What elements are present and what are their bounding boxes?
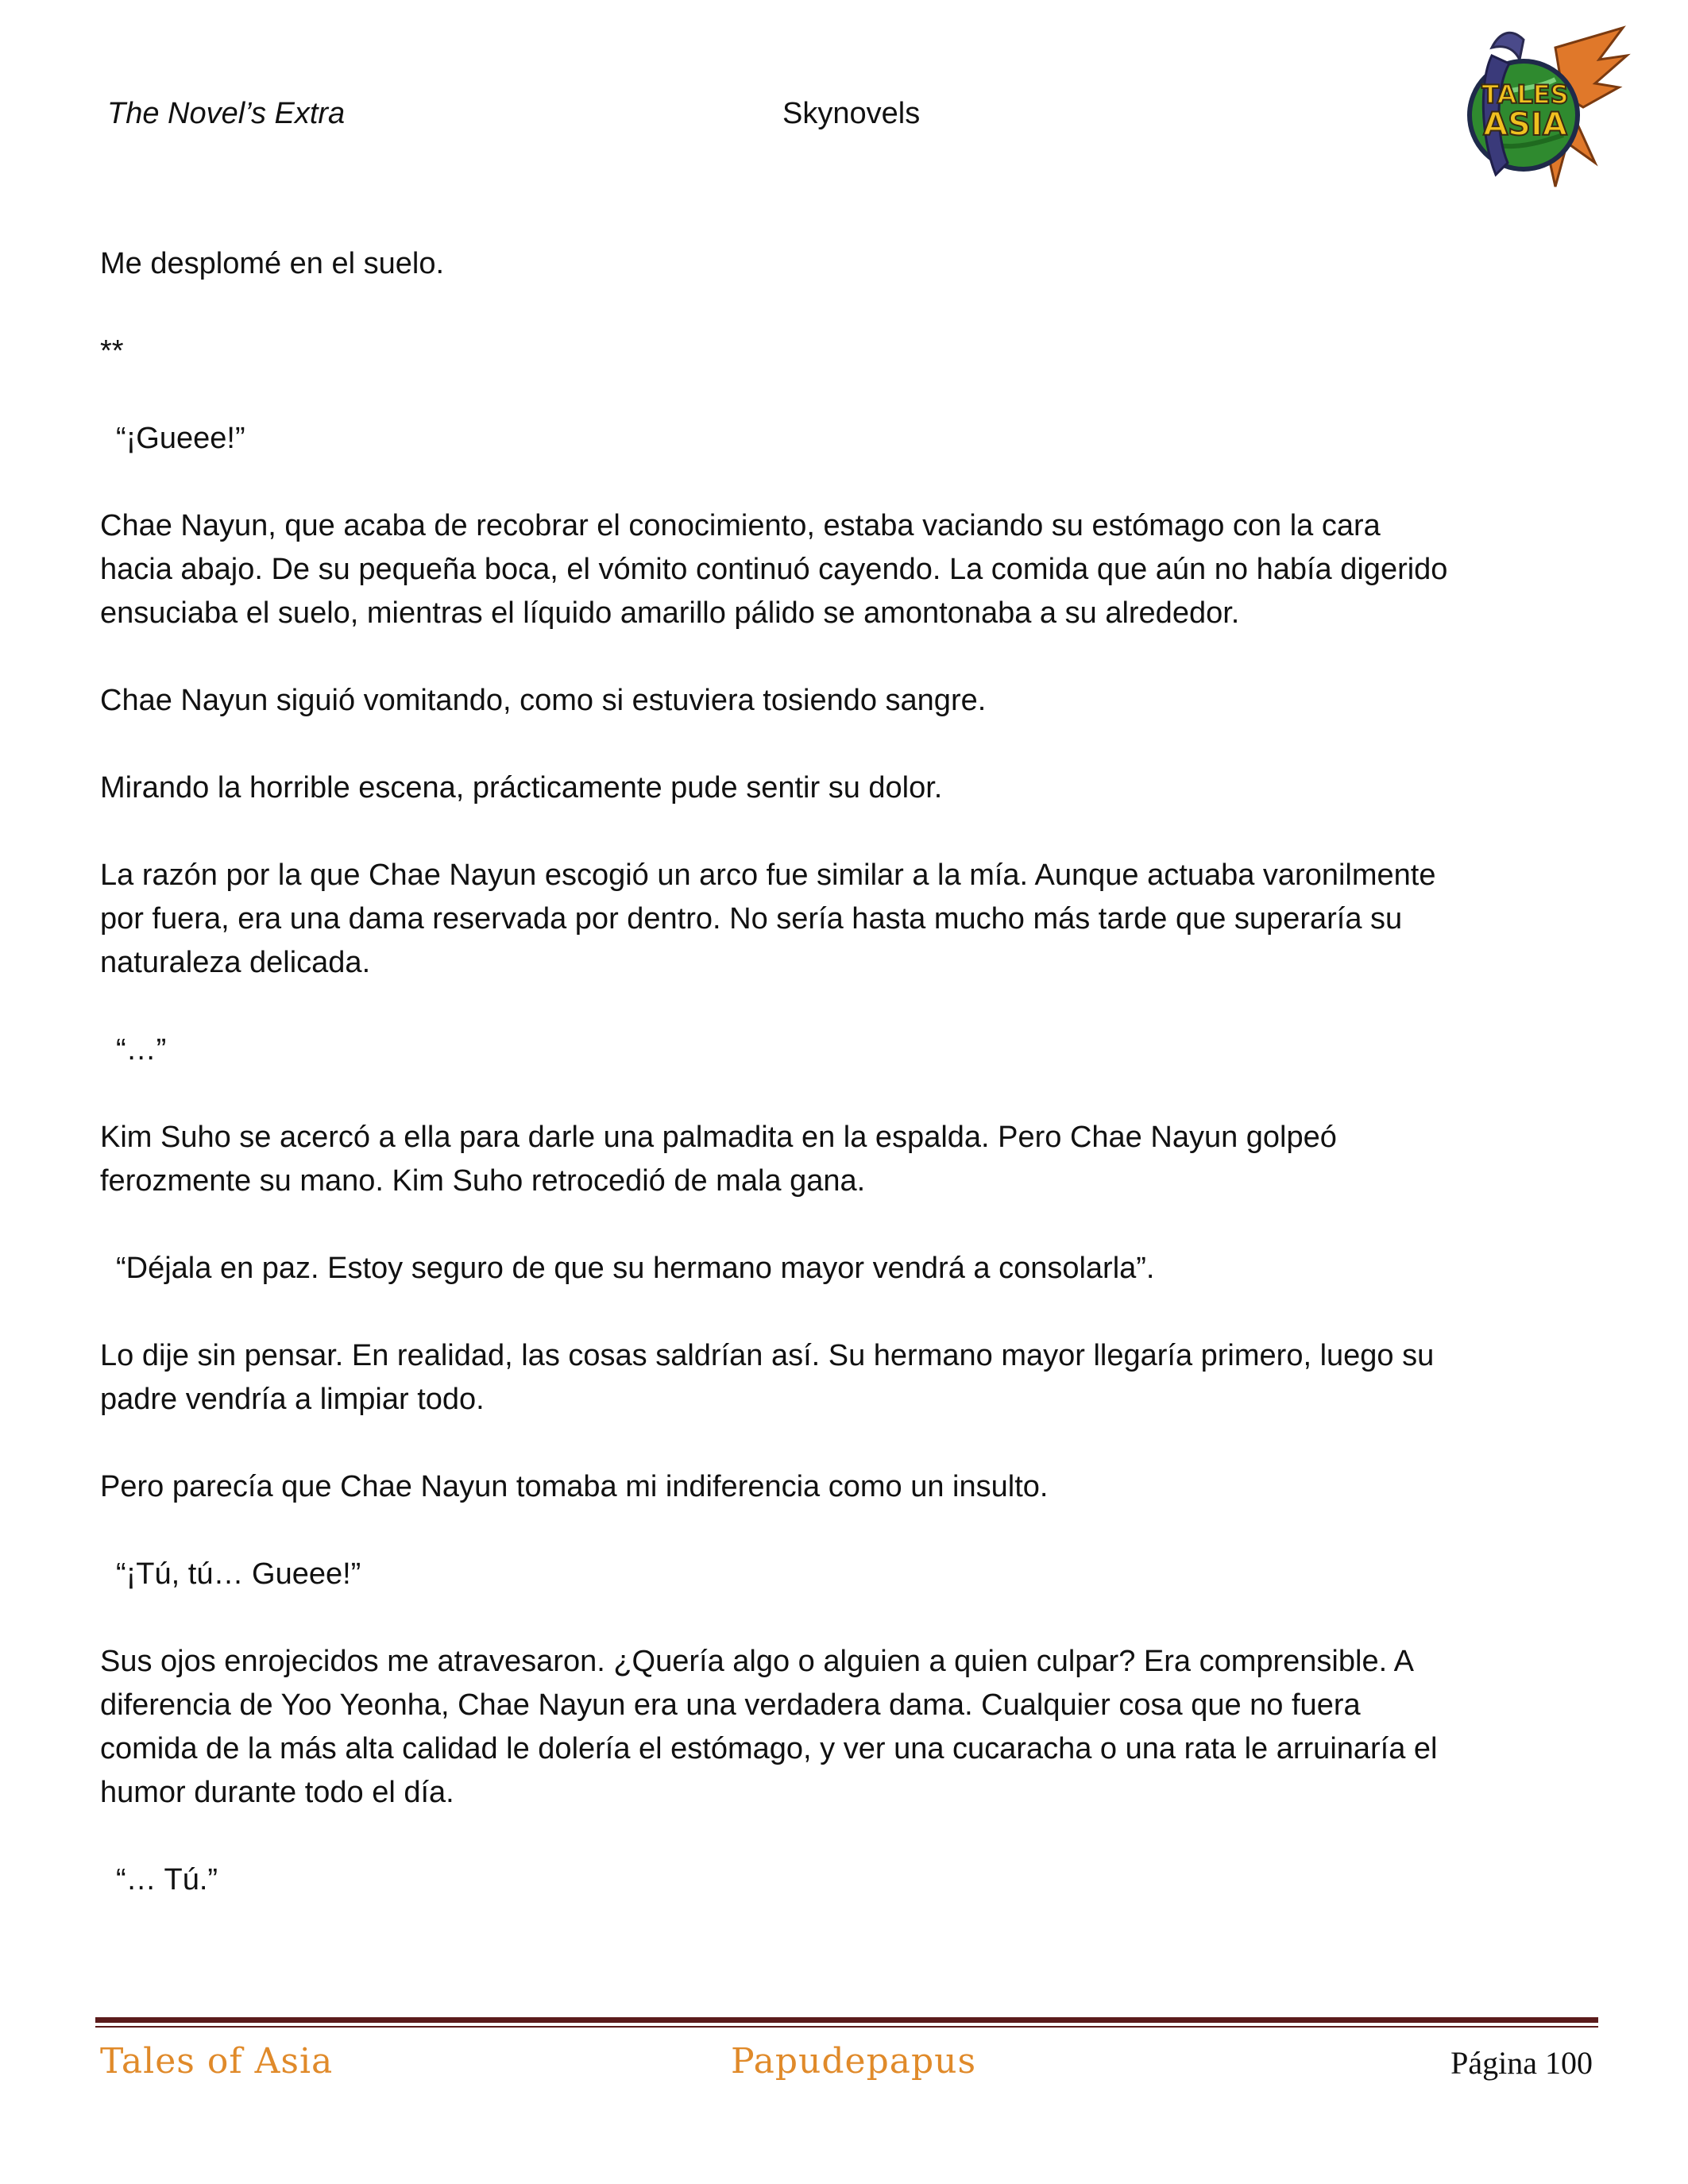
text-line: “¡Gueee!”: [116, 422, 245, 455]
tales-of-asia-logo: [1436, 24, 1635, 206]
text-line: “¡Tú, tú… Gueee!”: [116, 1557, 361, 1591]
dialogue-line: [100, 417, 1609, 461]
site-name: Skynovels: [782, 97, 921, 130]
text-line: Lo dije sin pensar. En realidad, las cosas saldrían así. Su hermano mayor llegaría primero, luego su: [100, 1339, 1435, 1372]
text-line: **: [100, 334, 124, 368]
dialogue-line: [100, 1028, 1609, 1072]
paragraph: [100, 1465, 1609, 1509]
paragraph: [100, 242, 1609, 286]
text-line: ensuciaba el suelo, mientras el líquido amarillo pálido se amontonaba a su alrededor.: [100, 596, 1240, 630]
paragraph: [100, 679, 1609, 723]
paragraph: [100, 1334, 1609, 1422]
text-line: naturaleza delicada.: [100, 946, 371, 979]
text-line: “Déjala en paz. Estoy seguro de que su hermano mayor vendrá a consolarla”.: [116, 1252, 1155, 1285]
paragraph: [100, 504, 1609, 635]
text-line: Chae Nayun siguió vomitando, como si estuviera tosiendo sangre.: [100, 684, 987, 717]
book-title: The Novel’s Extra: [107, 97, 346, 130]
dialogue-line: [100, 1247, 1609, 1291]
svg-text:TALES: TALES: [1481, 79, 1569, 110]
paragraph: [100, 1116, 1609, 1203]
footer-rule: [95, 2017, 1598, 2028]
footer-brand: Tales of Asia: [100, 2041, 334, 2082]
text-line: La razón por la que Chae Nayun escogió un arco fue similar a la mía. Aunque actuaba varonilmente: [100, 859, 1436, 892]
text-line: ferozmente su mano. Kim Suho retrocedió de mala gana.: [100, 1164, 866, 1198]
text-line: “…”: [116, 1033, 167, 1067]
paragraph: [100, 330, 1609, 373]
page-content: [100, 242, 1609, 1946]
text-line: comida de la más alta calidad le dolería el estómago, y ver una cucaracha o una rata le arruinaría el: [100, 1732, 1438, 1765]
text-line: por fuera, era una dama reservada por dentro. No sería hasta mucho más tarde que superaría su: [100, 902, 1403, 936]
paragraph: [100, 766, 1609, 810]
dialogue-line: [100, 1553, 1609, 1596]
text-line: padre vendría a limpiar todo.: [100, 1383, 485, 1416]
text-line: Sus ojos enrojecidos me atravesaron. ¿Quería algo o alguien a quien culpar? Era comprensible. A: [100, 1645, 1414, 1678]
text-line: diferencia de Yoo Yeonha, Chae Nayun era una verdadera dama. Cualquier cosa que no fuera: [100, 1688, 1361, 1722]
page-number: Página 100: [1450, 2045, 1593, 2081]
text-line: humor durante todo el día.: [100, 1776, 454, 1809]
text-line: Chae Nayun, que acaba de recobrar el conocimiento, estaba vaciando su estómago con la cara: [100, 509, 1381, 542]
text-line: hacia abajo. De su pequeña boca, el vómito continuó cayendo. La comida que aún no había digerido: [100, 553, 1448, 586]
text-line: Me desplomé en el suelo.: [100, 247, 445, 280]
dialogue-line: [100, 1858, 1609, 1902]
svg-text:ASIA: ASIA: [1483, 106, 1567, 143]
text-line: Pero parecía que Chae Nayun tomaba mi indiferencia como un insulto.: [100, 1470, 1049, 1503]
footer-translator: Papudepapus: [731, 2041, 977, 2082]
paragraph: [100, 1640, 1609, 1815]
text-line: Mirando la horrible escena, prácticamente pude sentir su dolor.: [100, 771, 943, 805]
text-line: Kim Suho se acercó a ella para darle una palmadita en la espalda. Pero Chae Nayun golpeó: [100, 1121, 1337, 1154]
text-line: “… Tú.”: [116, 1863, 218, 1897]
paragraph: [100, 854, 1609, 985]
